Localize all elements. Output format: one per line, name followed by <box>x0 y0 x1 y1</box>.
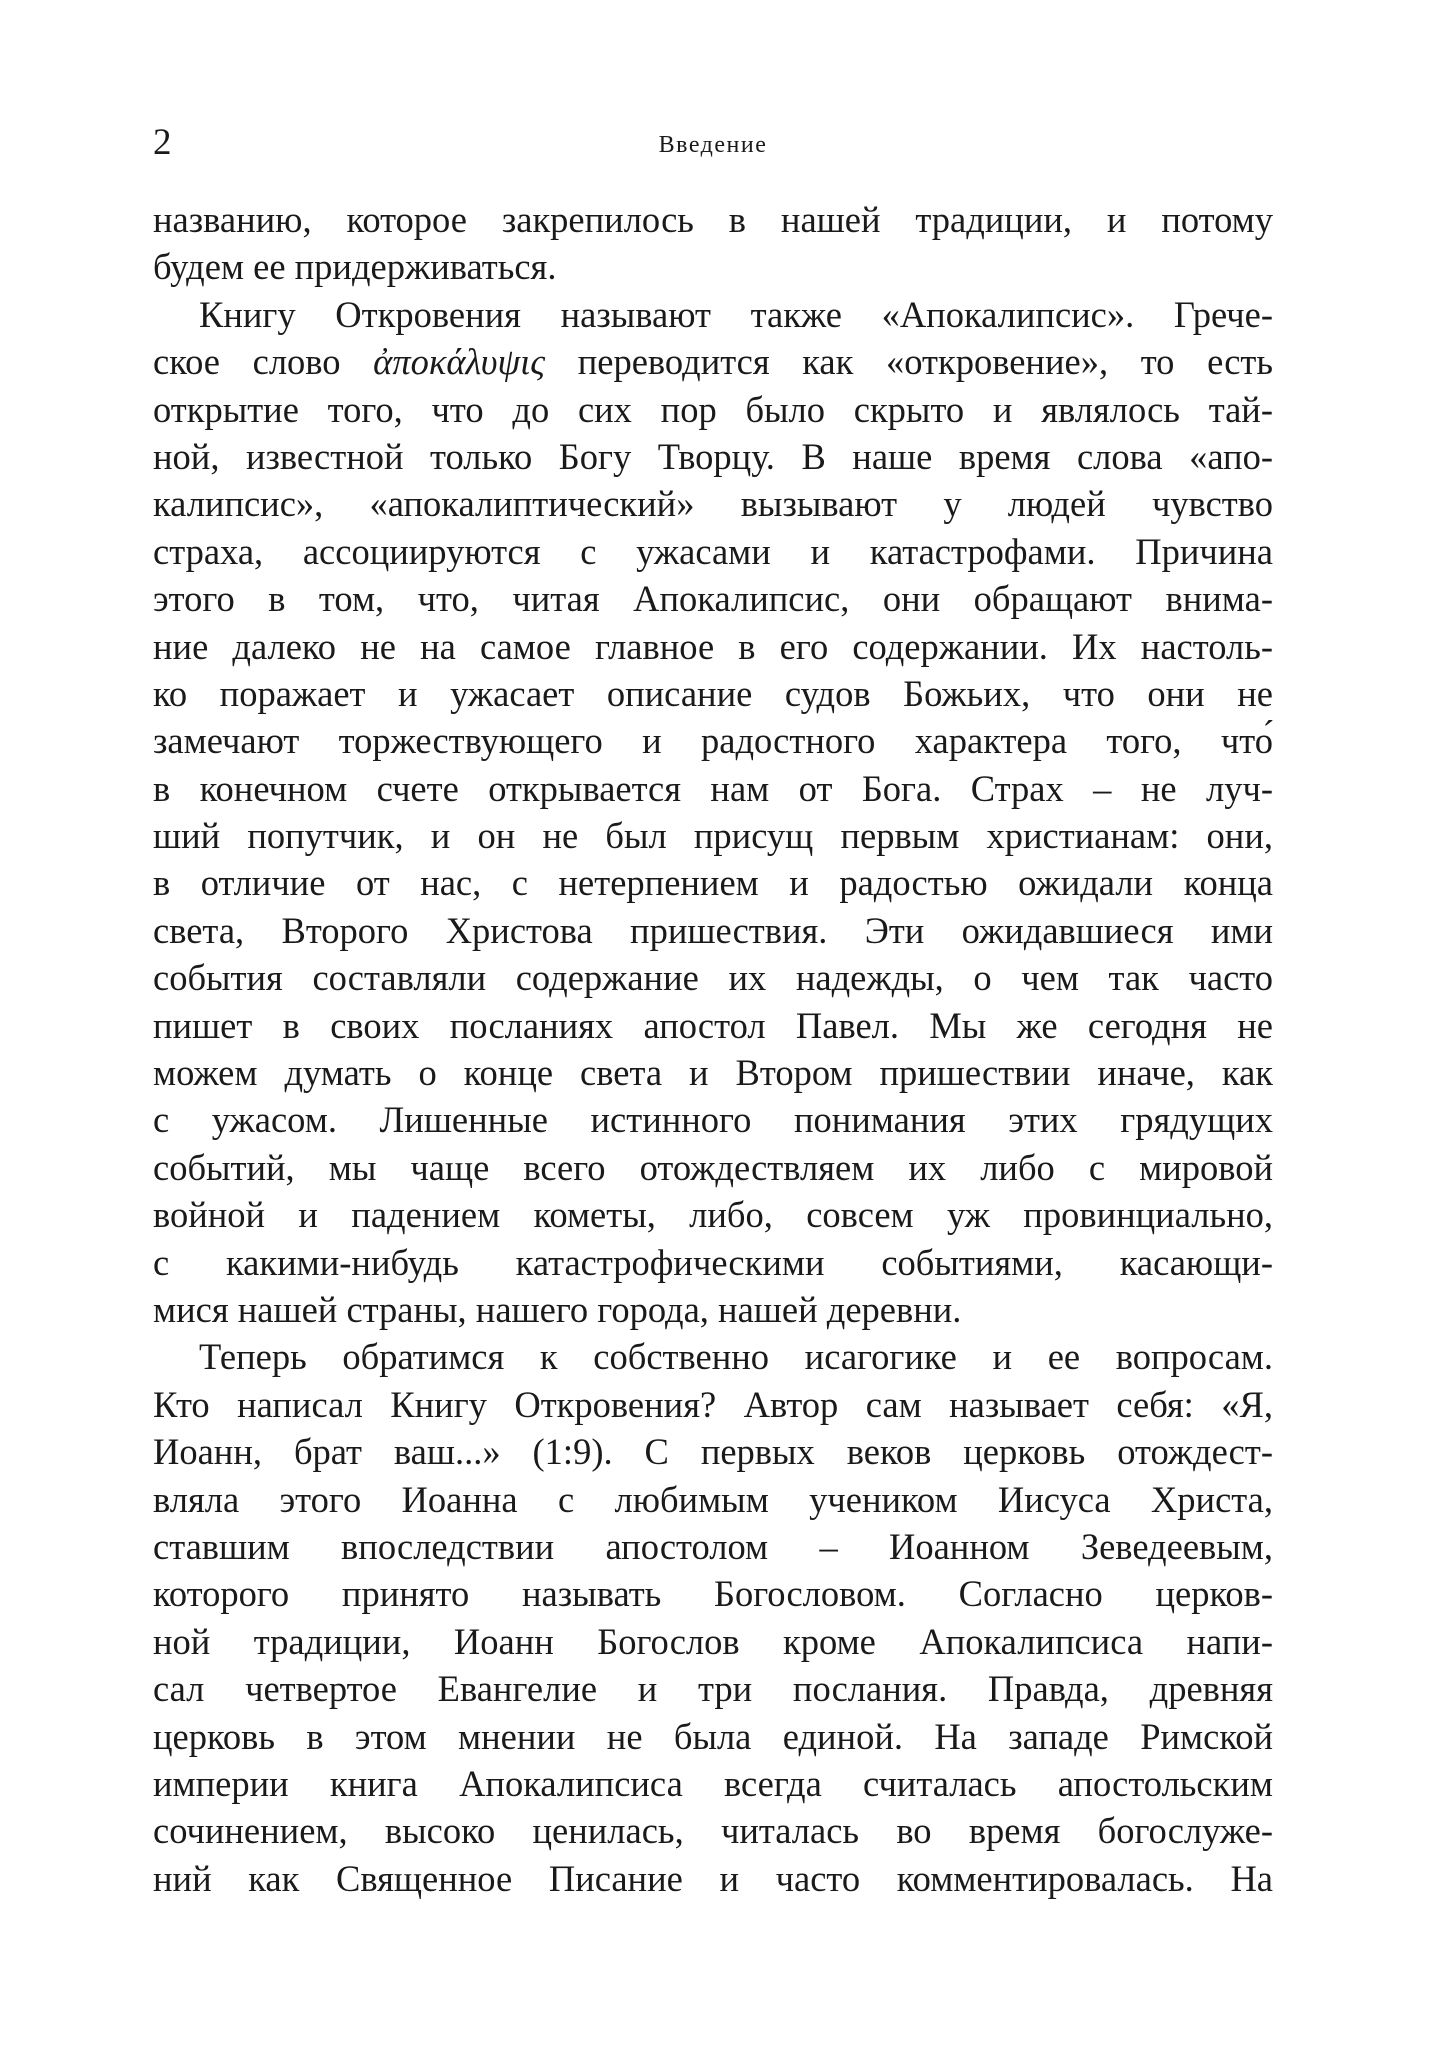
text-line: можем думать о конце света и Втором пришествии иначе, как <box>153 1052 1273 1094</box>
text-line: сал четвертое Евангелие и три послания. Правда, древняя <box>153 1668 1273 1710</box>
text-line: ной, известной только Богу Творцу. В наше время слова «апо- <box>153 435 1273 477</box>
text-line: сочинением, высоко ценилась, читалась во время богослуже- <box>153 1810 1273 1852</box>
text-line <box>153 338 1273 385</box>
text-line: войной и падением кометы, либо, совсем уж провинциально, <box>153 1194 1273 1236</box>
text-line: Иоанн, брат ваш...» (1:9). С первых веков церковь отождест- <box>153 1431 1273 1473</box>
text-line: ставшим впоследствии апостолом – Иоанном Зеведеевым, <box>153 1525 1273 1567</box>
text-line: с ужасом. Лишенные истинного понимания этих грядущих <box>153 1099 1273 1141</box>
text-line: Кто написал Книгу Откровения? Автор сам называет себя: «Я, <box>153 1383 1273 1425</box>
paragraph-first-line: Книгу Откровения называют также «Апокалипсис». Грече- <box>199 293 1273 335</box>
text-line: церковь в этом мнении не была единой. На западе Римской <box>153 1715 1273 1757</box>
paragraph-first-line: Теперь обратимся к собственно исагогике и ее вопросам. <box>199 1336 1273 1378</box>
text-line: которого принято называть Богословом. Согласно церков- <box>153 1573 1273 1615</box>
text-line: ной традиции, Иоанн Богослов кроме Апокалипсиса напи- <box>153 1620 1273 1662</box>
running-head <box>153 118 1273 168</box>
text-line: в конечном счете открывается нам от Бога. Страх – не луч- <box>153 767 1273 809</box>
text-line: мися нашей страны, нашего города, нашей деревни. <box>153 1288 962 1330</box>
text-line: в отличие от нас, с нетерпением и радостью ожидали конца <box>153 862 1273 904</box>
text-line: ний как Священное Писание и часто комментировалась. На <box>153 1857 1273 1899</box>
text-line: империи книга Апокалипсиса всегда считалась апостольским <box>153 1762 1273 1804</box>
text-line: калипсис», «апокалиптический» вызывают у людей чувство <box>153 483 1273 525</box>
text-line: названию, которое закрепилось в нашей традиции, и потому <box>153 199 1273 240</box>
text-line: замечают торжествующего и радостного характера того, что́ <box>153 720 1273 762</box>
greek-word: ἀποκάλυψις <box>373 341 546 383</box>
text-fragment: переводится как «откровение», то есть <box>545 341 1273 383</box>
text-line: будем ее придерживаться. <box>153 246 557 288</box>
body-text <box>153 196 1273 1902</box>
text-line: света, Второго Христова пришествия. Эти ожидавшиеся ими <box>153 909 1273 951</box>
text-line: ший попутчик, и он не был присущ первым христианам: они, <box>153 815 1273 857</box>
text-fragment: ское слово <box>153 341 374 383</box>
text-line: вляла этого Иоанна с любимым учеником Иисуса Христа, <box>153 1478 1273 1520</box>
text-line: страха, ассоциируются с ужасами и катастрофами. Причина <box>153 530 1273 572</box>
text-line: открытие того, что до сих пор было скрыто и являлось тай- <box>153 388 1273 430</box>
text-line: с какими-нибудь катастрофическими событиями, касающи- <box>153 1241 1273 1283</box>
text-line: ко поражает и ужасает описание судов Божьих, что они не <box>153 672 1273 714</box>
text-line: события составляли содержание их надежды, о чем так часто <box>153 957 1273 999</box>
text-line: событий, мы чаще всего отождествляем их либо с мировой <box>153 1146 1273 1188</box>
page-number: 2 <box>153 122 172 163</box>
text-line: пишет в своих посланиях апостол Павел. Мы же сегодня не <box>153 1004 1273 1046</box>
text-line: этого в том, что, читая Апокалипсис, они обращают внима- <box>153 578 1273 620</box>
section-title: Введение <box>658 132 768 158</box>
text-line: ние далеко не на самое главное в его содержании. Их настоль- <box>153 625 1273 667</box>
